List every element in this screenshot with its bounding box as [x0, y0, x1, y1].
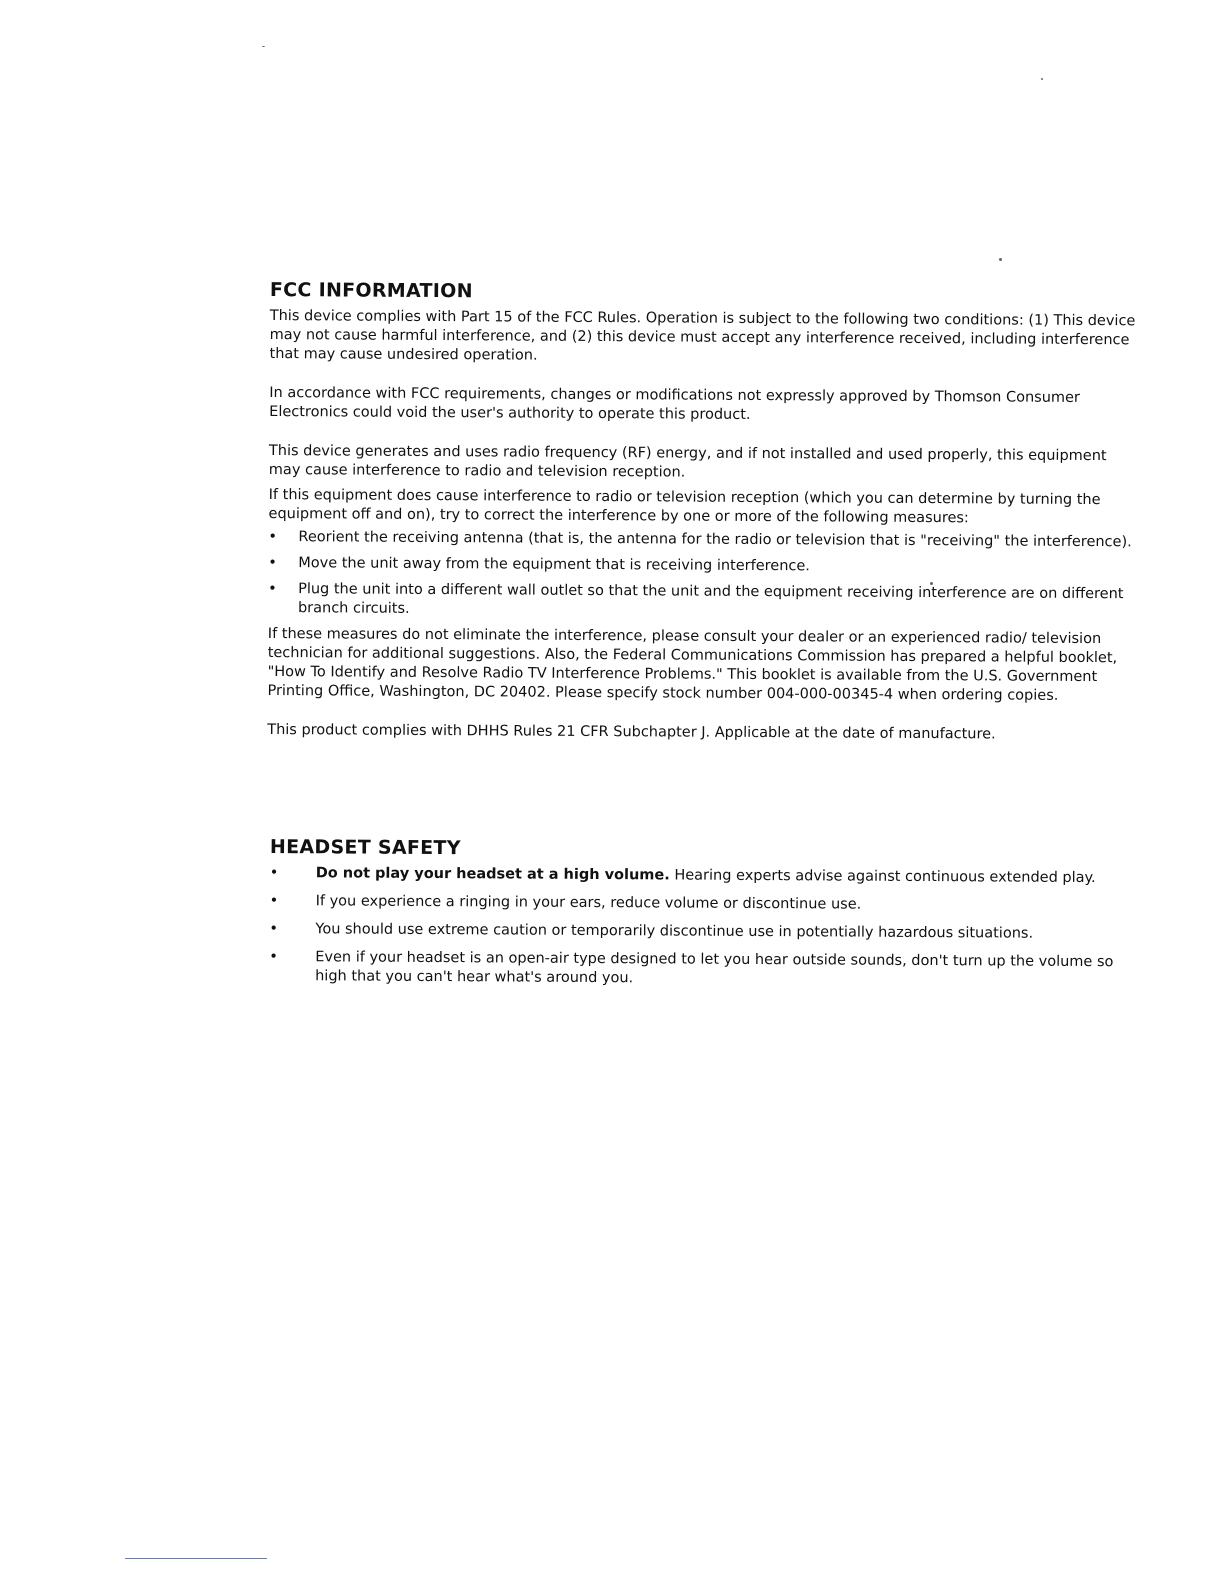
scan-speck [999, 258, 1002, 261]
list-item-bold-lead: Do not play your headset at a high volume. [315, 865, 670, 884]
bullet-icon: • [269, 864, 279, 882]
headset-heading: HEADSET SAFETY [269, 836, 461, 860]
list-item [269, 948, 1139, 991]
fcc-paragraph-booklet: If these measures do not eliminate the interference, please consult your dealer or an experienced radio/ television technician for additional suggestions. Also, the Federal Communications Commission has prepared a helpful booklet, "How To Identify and Resolve Radio TV Interference Problems." This booklet is available from the U.S. Government Printing Office, Washington, DC 20402. Please specify stock number 004-000-00345-4 when ordering copies. [267, 625, 1118, 704]
bullet-icon: • [268, 554, 277, 572]
list-item [268, 528, 1138, 552]
list-item-text: Hearing experts advise against continuous extended play. [669, 867, 1096, 887]
list-item [270, 892, 1140, 916]
list-item-text: Even if your headset is an open-air type designed to let you hear outside sounds, don't turn up the volume so high that you can't hear what's around you. [315, 949, 1114, 987]
scan-speck [262, 46, 265, 47]
list-item [268, 580, 1138, 623]
fcc-information-section [267, 279, 1140, 745]
list-item [269, 920, 1139, 944]
list-item-text: If you experience a ringing in your ears, reduce volume or discontinue use. [315, 893, 862, 913]
fcc-heading: FCC INFORMATION [269, 279, 473, 303]
headset-safety-list [269, 864, 1140, 991]
fcc-paragraph-dhhs: This product complies with DHHS Rules 21 CFR Subchapter J. Applicable at the date of manufacture. [267, 721, 996, 743]
list-item-text: Move the unit away from the equipment that is receiving interference. [298, 555, 810, 575]
bullet-icon: • [269, 892, 279, 910]
list-item [268, 554, 1138, 578]
list-item-text: You should use extreme caution or temporarily discontinue use in potentially hazardous situations. [315, 921, 1034, 942]
bullet-icon: • [268, 580, 277, 598]
list-item-text: Plug the unit into a different wall outlet so that the unit and the equipment receiving interference are on different branch circuits. [297, 581, 1124, 617]
bullet-icon: • [268, 528, 278, 546]
list-item-text: Reorient the receiving antenna (that is, the antenna for the radio or television that is "receiving" the interference). [298, 529, 1132, 551]
fcc-measures-list [268, 528, 1139, 623]
bullet-icon: • [269, 948, 278, 966]
headset-safety-section [269, 836, 1140, 1000]
bullet-icon: • [269, 920, 279, 938]
fcc-paragraph-compliance: This device complies with Part 15 of the FCC Rules. Operation is subject to the following two conditions: (1) This device may not cause harmful interference, and (2) this device must accept any interference received, including interference that may cause undesired operation. [269, 307, 1136, 364]
scan-speck [1041, 78, 1043, 80]
fcc-paragraph-modifications: In accordance with FCC requirements, changes or modifications not expressly approved by Thomson Consumer Electronics could void the user's authority to operate this product. [269, 384, 1080, 423]
list-item [270, 864, 1140, 888]
footer-rule [125, 1558, 267, 1559]
fcc-paragraph-measures: If this equipment does cause interference to radio or television reception (which you can determine by turning the equipment off and on), try to correct the interference by one or more of the following measures: [268, 486, 1101, 527]
fcc-paragraph-rf-energy: This device generates and uses radio frequency (RF) energy, and if not installed and used properly, this equipment may cause interference to radio and television reception. [268, 442, 1107, 481]
